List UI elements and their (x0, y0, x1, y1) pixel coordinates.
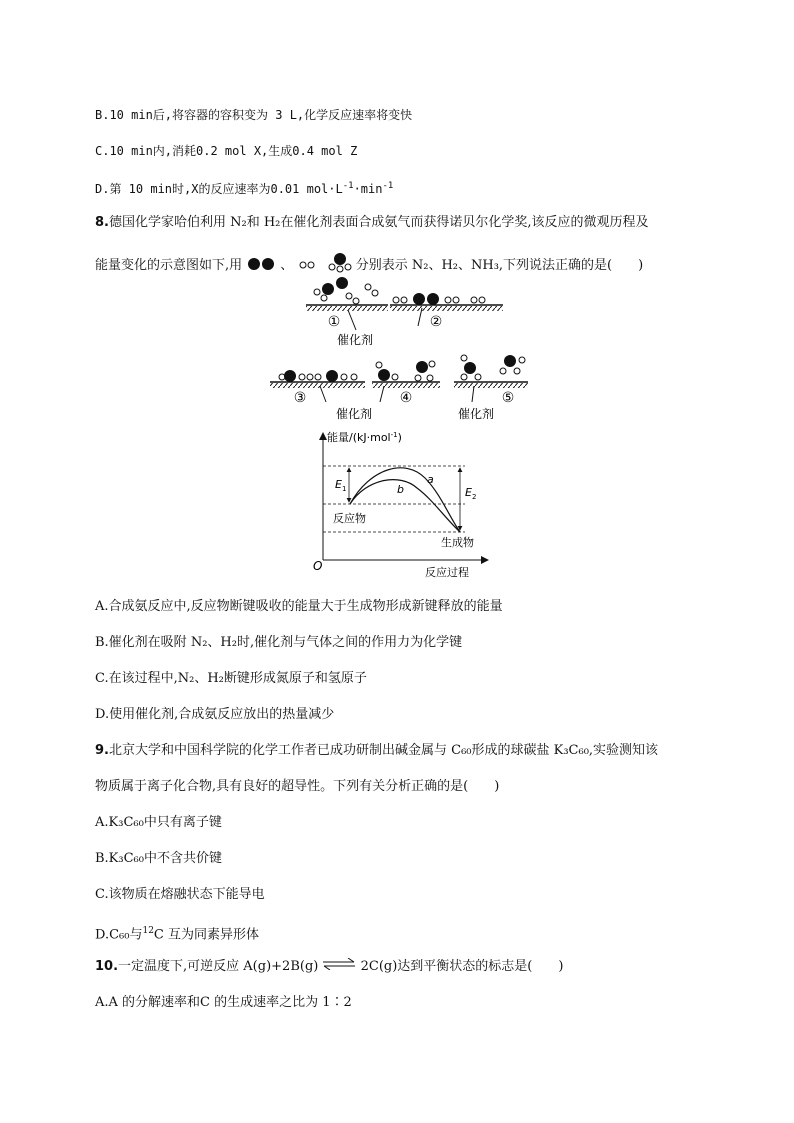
q9-option-c: C.该物质在熔融状态下能导电 (95, 887, 265, 902)
q9-stem-line2 (95, 778, 499, 796)
origin-label: O (313, 559, 323, 573)
q9-option-b: B.K₃C₆₀中不含共价键 (95, 851, 222, 866)
curve-a (350, 468, 460, 532)
q8-option-d: D.使用催化剂,合成氨反应放出的热量减少 (95, 707, 335, 722)
e1-label: $E_1$ (335, 478, 347, 493)
step-4-pointer (380, 386, 384, 402)
step-5-label: ⑤ (501, 390, 515, 406)
q8-option-b: B.催化剂在吸附 N₂、H₂时,催化剂与气体之间的作用力为化学键 (95, 635, 463, 650)
nh3-molecule-icon (328, 251, 352, 273)
step-5-pointer (472, 386, 474, 402)
q9-stem-end: ) (494, 779, 500, 794)
q7-option-b: B.10 min后,将容器的容积变为 3 L,化学反应速率将变快 (95, 108, 413, 122)
step-3-pointer (320, 386, 326, 402)
q9-stem-text1: 北京大学和中国科学院的化学工作者已成功研制出碱金属与 C₆₀形成的球碳盐 K₃C₆₀,实验测知该 (108, 743, 659, 758)
step-5-surface (454, 355, 528, 388)
catalyst-label-2: 催化剂 (335, 407, 373, 421)
step-2-label: ② (429, 314, 443, 330)
curve-a-label: a (427, 473, 434, 486)
q9-option-d (95, 922, 259, 944)
q9-option-d-sup: 12 (142, 926, 154, 936)
q9-option-d-b: C 互为同素异形体 (153, 927, 260, 943)
catalyst-label-3: 催化剂 (457, 407, 495, 421)
n2-molecule-icon (246, 257, 280, 271)
q7-option-d-exp1: -1 (342, 181, 354, 191)
curve-b-label: b (397, 483, 404, 496)
q9-number: 9. (95, 743, 109, 758)
step-2-surface (390, 293, 503, 311)
q10-stem (95, 958, 563, 976)
q9-stem-text2: 物质属于离子化合物,具有良好的超导性。下列有关分析正确的是( (95, 779, 469, 794)
y-axis-label-sup: -1 (390, 431, 398, 439)
q8-stem-sep1: 、 (280, 258, 294, 273)
q8-stem-text1: 德国化学家哈伯利用 N₂和 H₂在催化剂表面合成氨气而获得诺贝尔化学奖,该反应的微观历程及 (108, 215, 649, 230)
q10-option-a: A.A 的分解速率和C 的生成速率之比为 1∶2 (95, 995, 352, 1010)
x-axis-label: 反应过程 (425, 566, 469, 579)
q8-number: 8. (95, 215, 109, 230)
q8-stem-text2a: 能量变化的示意图如下,用 (95, 258, 243, 273)
q10-stem-c: ) (558, 959, 564, 974)
energy-diagram (305, 428, 495, 583)
q7-option-d-mid: ·min (353, 182, 383, 196)
q10-stem-b: 2C(g)达到平衡状态的标志是( (360, 959, 533, 974)
step-1-pointer (348, 310, 356, 330)
q9-option-a: A.K₃C₆₀中只有离子键 (95, 815, 222, 830)
q8-stem-text2c: ) (638, 258, 644, 273)
e2-label: $E_2$ (465, 486, 477, 501)
y-axis-label-end: ) (397, 431, 402, 444)
catalyst-label-1: 催化剂 (336, 333, 374, 347)
product-label: 生成物 (441, 536, 474, 549)
q8-stem-text2b: 分别表示 N₂、H₂、NH₃,下列说法正确的是( (355, 258, 613, 273)
reaction-process-diagram (260, 272, 550, 424)
q7-option-c: C.10 min内,消耗0.2 mol X,生成0.4 mol Z (95, 144, 358, 158)
reactant-label: 反应物 (333, 512, 366, 525)
reversible-arrow-icon (322, 958, 356, 970)
curve-b (350, 480, 460, 532)
step-1-surface (306, 277, 388, 311)
q9-option-d-a: D.C₆₀与 (95, 927, 143, 943)
y-axis-label-main: 能量/(kJ·mol (327, 431, 391, 444)
h2-molecule-icon (297, 257, 319, 271)
q9-stem-line1 (95, 742, 658, 760)
step-4-surface (372, 361, 440, 388)
q8-option-a: A.合成氨反应中,反应物断键吸收的能量大于生成物形成新键释放的能量 (95, 599, 503, 614)
q10-number: 10. (95, 959, 119, 974)
step-3-surface (270, 370, 365, 388)
q7-option-d-text: D.第 10 min时,X的反应速率为0.01 mol·L (95, 182, 343, 196)
step-4-label: ④ (399, 390, 413, 406)
step-1-label: ① (327, 314, 341, 330)
q8-option-c: C.在该过程中,N₂、H₂断键形成氮原子和氢原子 (95, 671, 367, 686)
y-axis-label (327, 430, 402, 444)
q8-stem-line1 (95, 214, 649, 232)
q7-option-d (95, 177, 393, 198)
q10-stem-a: 一定温度下,可逆反应 A(g)+2B(g) (118, 959, 319, 974)
step-3-label: ③ (293, 390, 307, 406)
q7-option-d-exp2: -1 (382, 181, 394, 191)
